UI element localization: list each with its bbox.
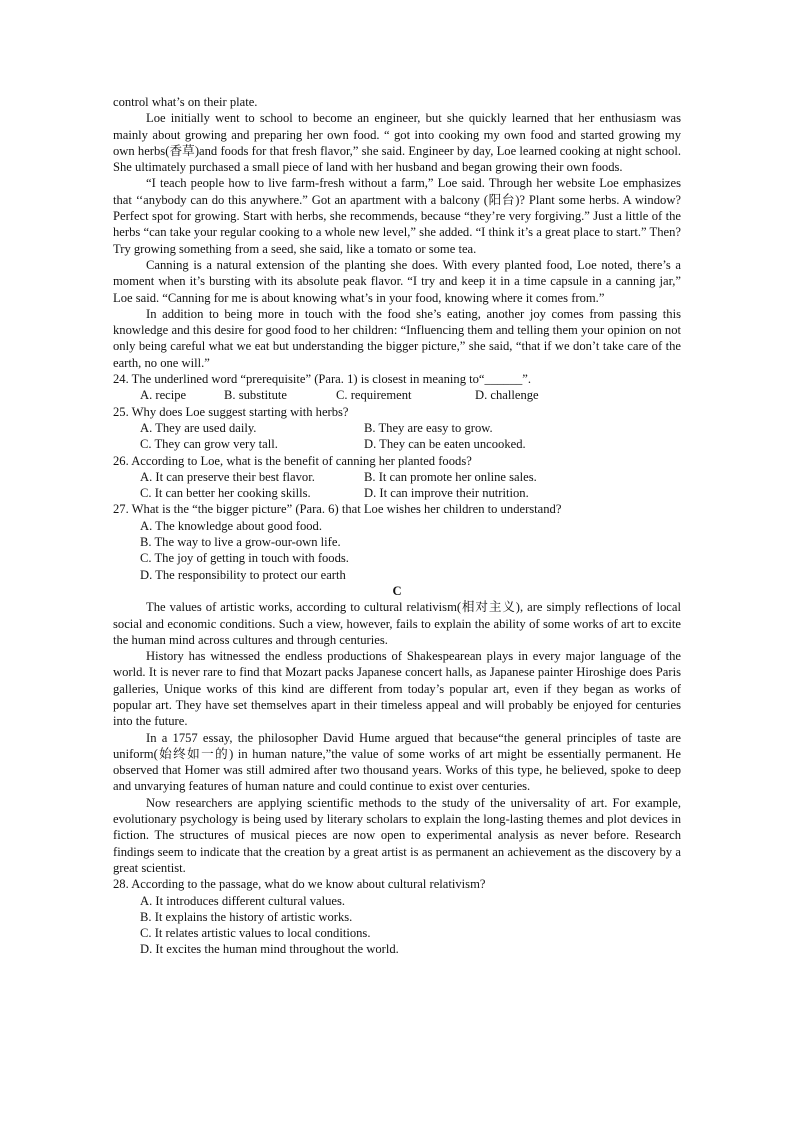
option-d: D. The responsibility to protect our earth bbox=[140, 567, 346, 582]
passage-c-paragraph: Now researchers are applying scientific methods to the study of the universality of art. For example, evolutionary psychology is being used by literary scholars to explain the long-lasting themes and plot devices in fiction. The structures of musical pieces are now open to experimental analysis as never before. Research findings seem to indicate that the creation by a great artist is as permanent an achievement as the discovery by a great scientist. bbox=[113, 795, 681, 875]
passage-c-paragraph: The values of artistic works, according to cultural relativism(相对主义), are simply reflections of local social and economic conditions. Such a view, however, fails to explain the ability of some works of art to excite the human mind across cultures and through centuries. bbox=[113, 600, 681, 647]
question-25 bbox=[113, 404, 681, 453]
question-stem: 28. According to the passage, what do we know about cultural relativism? bbox=[113, 877, 486, 892]
option-row bbox=[113, 387, 681, 403]
passage-c-paragraph: History has witnessed the endless productions of Shakespearean plays in every major language of the world. It is never rare to find that Mozart packs Japanese concert halls, as Japanese painter Hiroshige does Paris galleries, Unique works of this kind are different from today’s popular art, even if they began as works of popular art. They have set themselves apart in their timeless appeal and will probably be enjoyed for centuries into the future. bbox=[113, 649, 681, 729]
passage-b-paragraph: “I teach people how to live farm-fresh without a farm,” Loe said. Through her website Loe emphasizes that ‘‘anybody can do this anywhere.” Got an apartment with a balcony (阳台)? Plant some herbs. A window? Perfect spot for growing. Start with herbs, she recommends, because “they’re very forgiving.” Just a little of the herbs “can take your regular cooking to a whole new level,” she added. “I think it’s a great place to start.” Then? Try growing something from a seed, she said, like a tomato or some tea. bbox=[113, 176, 681, 256]
option-c: C. They can grow very tall. bbox=[140, 437, 278, 452]
question-stem: 26. According to Loe, what is the benefit of canning her planted foods? bbox=[113, 453, 472, 468]
option-row bbox=[113, 420, 681, 436]
option-a: A. It introduces different cultural values. bbox=[140, 893, 346, 908]
passage-c-paragraph: In a 1757 essay, the philosopher David Hume argued that because“the general principles of taste are uniform(始终如一的) in human nature,”the value of some works of art might be essentially permanent. He observed that Homer was still admired after two thousand years. Works of this type, he believed, spoke to deep and unvarying features of human nature and could continue to exist over centuries. bbox=[113, 730, 681, 794]
question-28 bbox=[113, 876, 681, 957]
question-27 bbox=[113, 501, 681, 582]
option-row bbox=[113, 469, 681, 485]
passage-b-paragraph: In addition to being more in touch with the food she’s eating, another joy comes from passing this knowledge and this desire for good food to her children: “Influencing them and telling them your opinion on not only being careful what we eat but understanding the bigger picture,” she said, “that if we don’t take care of the earth, no one will.” bbox=[113, 306, 681, 370]
passage-b-paragraph: Loe initially went to school to become an engineer, but she quickly learned that her enthusiasm was mainly about growing and preparing her own food. “ got into cooking my own food and started growing my own herbs(香草)and foods for that fresh flavor,” she said. Engineer by day, Loe learned cooking at night school. She ultimately purchased a small piece of land with her husband and began growing their own foods. bbox=[113, 111, 681, 175]
passage-b-paragraph: Canning is a natural extension of the planting she does. With every planted food, Loe noted, there’s a moment when it’s bursting with its absolute peak flavor. “I try and keep it in a time capsule in a canning jar,” Loe said. “Canning for me is about knowing what’s in your food, knowing where it comes from.” bbox=[113, 257, 681, 305]
option-c: C. It can better her cooking skills. bbox=[140, 486, 311, 501]
option-a: A. They are used daily. bbox=[140, 420, 257, 435]
question-stem: 25. Why does Loe suggest starting with herbs? bbox=[113, 404, 349, 419]
option-b: B. It explains the history of artistic works. bbox=[140, 909, 353, 924]
question-26 bbox=[113, 453, 681, 502]
option-row bbox=[113, 485, 681, 501]
option-c: C. requirement bbox=[336, 388, 412, 403]
exam-page bbox=[113, 94, 681, 958]
question-stem: 24. The underlined word “prerequisite” (Para. 1) is closest in meaning to“______”. bbox=[113, 372, 532, 387]
question-24 bbox=[113, 371, 681, 404]
option-b: B. The way to live a grow-our-own life. bbox=[140, 535, 341, 550]
option-d: D. It can improve their nutrition. bbox=[364, 486, 529, 501]
section-heading: C bbox=[392, 583, 402, 598]
option-c: C. The joy of getting in touch with foods. bbox=[140, 551, 349, 566]
question-stem: 27. What is the “the bigger picture” (Para. 6) that Loe wishes her children to understand? bbox=[113, 502, 562, 517]
option-b: B. substitute bbox=[224, 388, 287, 403]
option-c: C. It relates artistic values to local conditions. bbox=[140, 926, 371, 941]
option-d: D. challenge bbox=[475, 388, 539, 403]
option-a: A. It can preserve their best flavor. bbox=[140, 469, 315, 484]
option-row bbox=[113, 436, 681, 452]
option-a: A. The knowledge about good food. bbox=[140, 518, 322, 533]
option-b: B. It can promote her online sales. bbox=[364, 469, 537, 484]
option-d: D. They can be eaten uncooked. bbox=[364, 437, 526, 452]
option-b: B. They are easy to grow. bbox=[364, 420, 493, 435]
option-a: A. recipe bbox=[140, 388, 187, 403]
option-d: D. It excites the human mind throughout the world. bbox=[140, 942, 399, 957]
passage-b-paragraph: control what’s on their plate. bbox=[113, 95, 258, 109]
